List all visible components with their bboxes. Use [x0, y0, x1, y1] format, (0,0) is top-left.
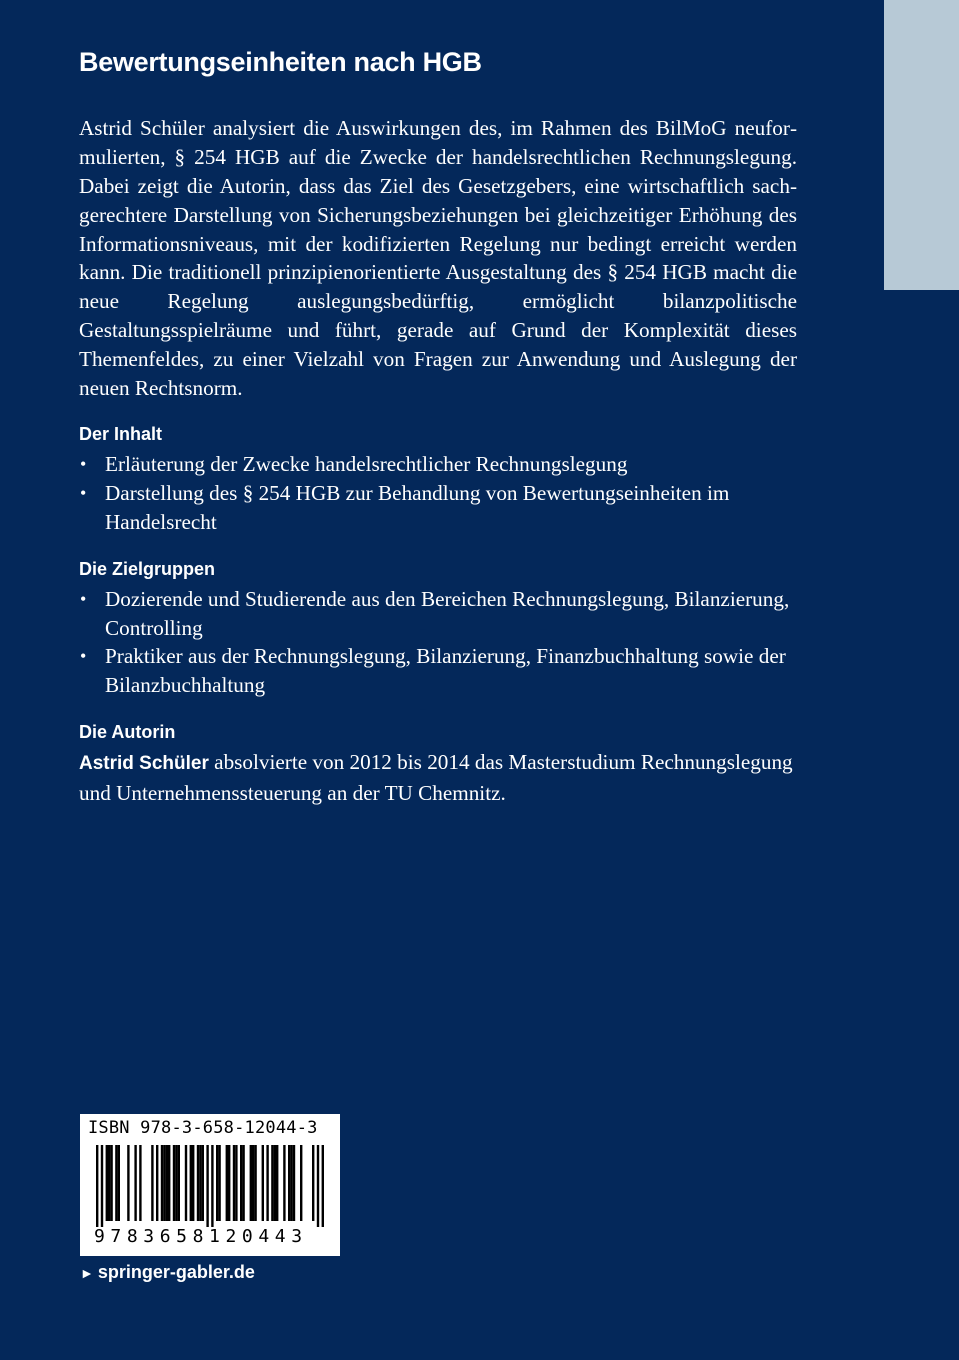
- barcode-bar: [283, 1145, 285, 1221]
- barcode-bar: [175, 1145, 177, 1221]
- isbn-digits: 9783658120443: [94, 1226, 308, 1247]
- inhalt-heading: Der Inhalt: [79, 424, 163, 445]
- barcode-image: [88, 1145, 332, 1227]
- inhalt-list: [79, 450, 797, 536]
- side-color-tab: [884, 0, 959, 290]
- barcode-bar: [317, 1145, 319, 1227]
- barcode-bar: [178, 1145, 180, 1221]
- barcode-bar: [250, 1145, 252, 1221]
- barcode-bar: [211, 1145, 213, 1227]
- barcode-bar: [271, 1145, 273, 1221]
- publisher-link[interactable]: [80, 1262, 255, 1283]
- barcode-bar: [156, 1145, 158, 1221]
- barcode-bar: [254, 1145, 256, 1221]
- barcode-bar: [134, 1145, 136, 1221]
- barcode-bar: [110, 1145, 112, 1221]
- list-item: • Dozierende und Studierende aus den Bereichen Rechnungslegung, Bilanzierung, Controlling: [80, 586, 790, 640]
- bullet-icon: •: [80, 454, 87, 475]
- barcode-bar: [252, 1145, 254, 1221]
- barcode-bar: [218, 1145, 220, 1221]
- barcode-bar: [190, 1145, 192, 1221]
- barcode-bar: [96, 1145, 98, 1227]
- barcode-bar: [118, 1145, 120, 1221]
- barcode-bar: [276, 1145, 278, 1221]
- barcode-bar: [226, 1145, 228, 1221]
- barcode-bar: [115, 1145, 117, 1221]
- barcode-bar: [197, 1145, 199, 1221]
- barcode-bar: [166, 1145, 168, 1221]
- zielgruppen-heading: Die Zielgruppen: [79, 558, 216, 579]
- isbn-label: ISBN 978-3-658-12044-3: [88, 1118, 318, 1138]
- barcode-bar: [161, 1145, 163, 1221]
- barcode-bar: [228, 1145, 230, 1221]
- bullet-icon: •: [80, 588, 87, 609]
- barcode-bar: [127, 1145, 129, 1221]
- barcode-bar: [216, 1145, 218, 1221]
- barcode-bar: [266, 1145, 268, 1221]
- publisher-url: springer-gabler.de: [97, 1262, 255, 1282]
- barcode-bar: [139, 1145, 141, 1221]
- barcode-bar: [312, 1145, 314, 1221]
- book-title: Bewertungseinheiten nach HGB: [79, 47, 482, 77]
- barcode-bar: [293, 1145, 295, 1221]
- barcode-bar: [163, 1145, 165, 1221]
- barcode-bar: [290, 1145, 292, 1221]
- barcode-bar: [262, 1145, 264, 1221]
- isbn-barcode-box: [80, 1114, 340, 1256]
- list-item: • Praktiker aus der Rechnungslegung, Bilanzierung, Finanzbuchhaltung sowie der Bilanzbuchhaltung: [80, 644, 786, 698]
- barcode-bar: [173, 1145, 175, 1221]
- barcode-bar: [185, 1145, 187, 1221]
- barcode-bar: [108, 1145, 110, 1221]
- barcode-bar: [322, 1145, 324, 1227]
- list-item: • Erläuterung der Zwecke handelsrechtlicher Rechnungslegung: [79, 450, 797, 479]
- barcode-bar: [300, 1145, 302, 1221]
- intro-paragraph: Astrid Schüler analysiert die Auswirkungen des, im Rahmen des BilMoG neuformulierten, § 254 HGB auf die Zwecke der handelsrechtlichen Rechnungslegung. Dabei zeigt die Autorin, dass das Ziel des Gesetzgebers, eine wirtschaftlich sachgerechtere Darstellung von Sicherungsbeziehungen bei gleichzeitiger Erhöhung des Informationsniveaus, mit der kodifizierten Regelung nur bedingt erreicht werden kann. Die traditionell prinzipienorientierte Ausgestaltung des § 254 HGB macht die neue Regelung auslegungsbedürftig, ermöglicht bilanzpolitische Gestaltungsspielräume und führt, gerade auf Grund der Komplexität dieses Themenfeldes, zu einer Vielzahl von Fragen zur Anwendung und Auslegung der neuen Rechtsnorm.: [79, 116, 797, 400]
- zielgruppen-list: [79, 585, 797, 700]
- barcode-bar: [101, 1145, 103, 1227]
- barcode-bar: [202, 1145, 204, 1221]
- barcode-bar: [242, 1145, 244, 1221]
- barcode-bar: [192, 1145, 194, 1221]
- barcode-bar: [240, 1145, 242, 1221]
- autorin-heading: Die Autorin: [79, 721, 176, 742]
- author-bio: [79, 748, 797, 808]
- barcode-bar: [199, 1145, 201, 1221]
- barcode-bar: [206, 1145, 208, 1227]
- barcode-bar: [235, 1145, 237, 1221]
- barcode-bar: [151, 1145, 153, 1221]
- barcode-bar: [233, 1145, 235, 1221]
- author-bio-text: absolvierte von 2012 bis 2014 das Masterstudium Rechnungslegung und Unternehmenssteuerung an der TU Chemnitz.: [79, 749, 793, 805]
- bullet-icon: •: [80, 483, 87, 504]
- arrow-right-icon: ►: [80, 1265, 94, 1281]
- barcode-bar: [168, 1145, 170, 1221]
- cover-text: [79, 46, 797, 808]
- bullet-icon: •: [80, 646, 87, 667]
- author-name: Astrid Schüler: [79, 752, 209, 774]
- barcode-bar: [274, 1145, 276, 1221]
- list-item: • Darstellung des § 254 HGB zur Behandlung von Bewertungseinheiten im Handelsrecht: [80, 481, 730, 534]
- barcode-bar: [106, 1145, 108, 1221]
- barcode-bar: [288, 1145, 290, 1221]
